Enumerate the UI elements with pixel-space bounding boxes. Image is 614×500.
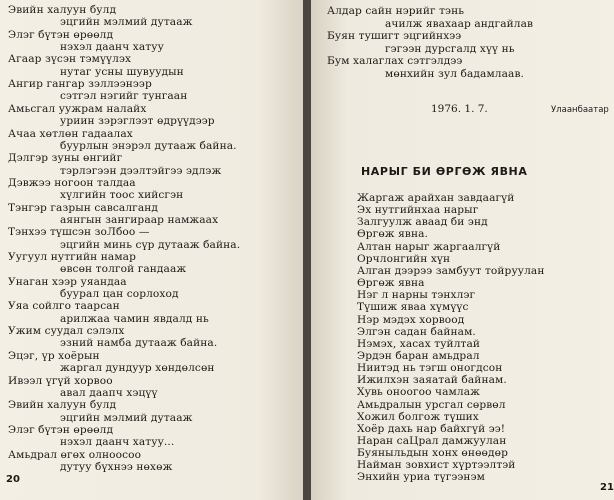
- poem-line: Хувь оноогоо чамлаж: [357, 386, 480, 399]
- poem-line: Ивээл үгүй хорвоо: [8, 374, 113, 387]
- poem-line: нэхэл даанч хатуу...: [60, 436, 175, 449]
- book-gutter: [303, 0, 311, 500]
- poem-line: эзний намба дутааж байна.: [60, 337, 218, 350]
- poem-line: Ужим суудал сэлэлх: [8, 325, 125, 338]
- poem-line: Эцэг, үр хоёрын: [8, 349, 100, 362]
- poem-line: Наран саЦрал дамжуулан: [357, 435, 507, 447]
- poem-line: Дэвжээ ногоон талдаа: [8, 176, 136, 189]
- right-page: [311, 0, 614, 500]
- poem-line: нутаг усны шувуудын: [60, 65, 184, 78]
- poem-line: Энхийн уриа түгээнэм: [357, 471, 485, 484]
- right-page-number: 21: [600, 482, 614, 493]
- poem-line: буурал цан сорлоход: [60, 288, 179, 301]
- poem-line: Тэнгэр газрын савсалганд: [8, 201, 159, 214]
- poem-line: Залгуулж аваад би энд: [357, 216, 488, 229]
- poem-line: Ниитэд нь тэгш оногдсон: [357, 362, 503, 375]
- poem-line: буурлын энэрэл дутааж байна.: [60, 139, 237, 152]
- poem-line: тэрлэгээн дээлтэйгээ эдлэж: [60, 164, 222, 177]
- poem-line: Алтан нарыг жаргаалгүй: [357, 240, 501, 253]
- poem-line: Нэр мэдэх хорвоод: [357, 313, 465, 326]
- poem-line: мөнхийн зул бадамлаав.: [385, 68, 524, 80]
- poem-line: сэтгэл нэгийг тунгаан: [60, 90, 188, 103]
- poem-line: Эх нутгийнхаа нарыг: [357, 204, 479, 217]
- poem-line: Эвийн халуун булд: [8, 399, 117, 412]
- poem-line: аянгын зангираар намжаах: [60, 213, 219, 226]
- poem-line: Жаргаж арайхан завдаагүй: [357, 192, 515, 204]
- poem-line: Бум халаглах сэтгэлдээ: [327, 55, 463, 68]
- poem-line: Агаар зүсэн тэмүүлэх: [8, 53, 132, 66]
- poem-line: Буян тушигт эцгийнхээ: [327, 30, 462, 43]
- poem-line: Ижилхэн заяатай байнам.: [357, 374, 507, 387]
- poem-line: Найман зовхист хүртээлтэй: [357, 459, 516, 472]
- poem-date: 1976. 1. 7.: [431, 103, 488, 115]
- poem-line: уриин зэрэглээт өдрүүдээр: [60, 115, 215, 128]
- poem-line: авал даапч хэцүү: [60, 386, 158, 399]
- poem-line: Амьсгал уужрам налайх: [8, 102, 147, 115]
- poem-line: Түшиж яваа хүмүүс: [357, 301, 469, 314]
- poem-line: Эвийн халуун булд: [8, 4, 117, 16]
- poem-line: Уяа сойлго таарсан: [8, 300, 120, 313]
- poem-line: эцгийн минь сүр дутааж байна.: [60, 238, 241, 251]
- poem-line: Ангир гангар зэллээнээр: [8, 78, 152, 91]
- poem-line: дутуу бүхнээ нөхөж: [60, 460, 173, 473]
- poem-line: Хоёр дахь нар байхгүй ээ!: [357, 422, 506, 435]
- left-page: [0, 0, 303, 500]
- poem-line: гэгээн дурсгалд хүү нь: [385, 42, 515, 55]
- poem-line: Тэнхээ түшсэн зоЛбоо —: [8, 226, 150, 239]
- poem-line: Элэг бүтэн өрөөлд: [8, 28, 114, 41]
- poem-line: Алдар сайн нэрийг тэнь: [327, 5, 465, 17]
- poem-line: жаргал дундуур хөндөлсөн: [60, 362, 215, 375]
- poem-line: Алган дээрээ замбуут тойруулан: [357, 264, 545, 277]
- poem-line: хүлгийн тоос хийсгэн: [60, 189, 184, 202]
- poem-place: Улаанбаатар: [551, 105, 609, 115]
- poem-line: нэхэл даанч хатуу: [60, 41, 164, 54]
- poem-line: Амьдрал өгөх олноосоо: [8, 448, 142, 461]
- poem-line: эцгийн мэлмий дутааж: [60, 16, 193, 29]
- poem-line: Элэг бүтэн өрөөлд: [8, 423, 114, 436]
- poem-line: Дэлгэр зуны өнгийг: [8, 152, 123, 165]
- poem-line: Орчлонгийн хүн: [357, 252, 451, 265]
- poem-line: Ачаа хөтлөн гадаалах: [8, 127, 133, 140]
- poem-line: Элгэн садан байнам.: [357, 325, 476, 338]
- poem-line: Өргөж явна.: [357, 228, 428, 241]
- poem-title: НАРЫГ БИ ӨРГӨЖ ЯВНА: [361, 165, 528, 178]
- poem-line: Өргөж явна: [357, 277, 425, 290]
- poem-line: Хожил болгож түших: [357, 410, 479, 423]
- poem-line: эцгийн мэлмий дутааж: [60, 411, 193, 424]
- poem-line: Эрдэн баран амьдрал: [357, 349, 480, 362]
- poem-line: Нэмэх, хасах туйлтай: [357, 337, 481, 350]
- poem-line: ачилж явахаар андгайлав: [385, 17, 534, 30]
- poem-line: Уугуул нутгийн намар: [8, 251, 136, 263]
- poem-line: Амьдралын урсгал сөрвөл: [357, 398, 506, 411]
- poem-line: өвсөн толгой гандааж: [60, 263, 187, 276]
- poem-line: Унаган хээр уяандаа: [8, 275, 127, 288]
- left-page-number: 20: [6, 474, 20, 485]
- poem-line: Буяныльдын хонх өнөөдөр: [357, 447, 509, 460]
- poem-line: Нэг л нарны тэнхлэг: [357, 289, 476, 302]
- poem-line: арилжаа чамин явдалд нь: [60, 312, 209, 325]
